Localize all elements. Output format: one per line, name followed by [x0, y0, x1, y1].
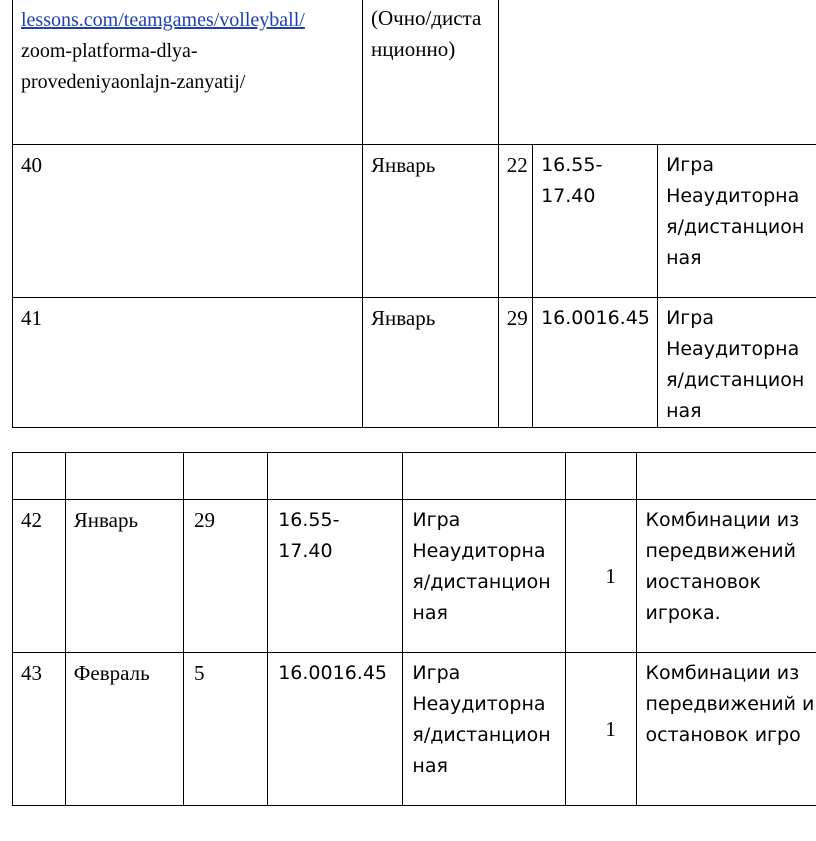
format-header-line: (Очно/диста [371, 6, 482, 30]
schedule-table-top [12, 0, 816, 428]
lesson-number: 42 [13, 500, 66, 653]
empty-cell [403, 453, 565, 500]
lesson-month: Январь [65, 500, 183, 653]
lesson-day: 22 [498, 145, 532, 298]
table-row [13, 653, 816, 806]
lesson-month: Февраль [65, 653, 183, 806]
table-row [13, 500, 816, 653]
empty-cell [636, 453, 816, 500]
lesson-number: 43 [13, 653, 66, 806]
resource-link-continuation: provedeniyaonlajn-zanyatij/ [21, 71, 246, 93]
lesson-number: 40 [13, 145, 363, 298]
lesson-type: Игра Неаудиторна я/дистанцион ная [658, 298, 816, 428]
resource-link[interactable]: lessons.com/teamgames/volleyball/ [21, 9, 305, 31]
table-row [13, 145, 816, 298]
lesson-hours: 1 [565, 500, 636, 653]
empty-cell [65, 453, 183, 500]
lesson-type: Игра Неаудиторна я/дистанцион ная [658, 145, 816, 298]
lesson-time: 16.55- 17.40 [268, 500, 403, 653]
lesson-time: 16.55- 17.40 [533, 145, 658, 298]
table-row [13, 298, 816, 428]
format-header-cell [363, 0, 499, 145]
lesson-topic: Комбинации из передвижений и остановок игро [636, 653, 816, 806]
table-row [13, 0, 816, 145]
empty-cell [565, 453, 636, 500]
empty-cell [268, 453, 403, 500]
lesson-day: 29 [184, 500, 268, 653]
empty-cell [184, 453, 268, 500]
lesson-month: Январь [363, 145, 499, 298]
resource-link-cell [13, 0, 363, 145]
empty-cell [13, 453, 66, 500]
schedule-table-bottom [12, 452, 816, 806]
lesson-day: 29 [498, 298, 532, 428]
resource-link-continuation: zoom-platforma-dlya- [21, 40, 198, 62]
lesson-type: Игра Неаудиторна я/дистанцион ная [403, 653, 565, 806]
lesson-time: 16.0016.45 [533, 298, 658, 428]
format-header-line: нционно) [371, 37, 456, 61]
lesson-month: Январь [363, 298, 499, 428]
lesson-hours: 1 [565, 653, 636, 806]
lesson-type: Игра Неаудиторна я/дистанцион ная [403, 500, 565, 653]
lesson-number: 41 [13, 298, 363, 428]
lesson-topic: Комбинации из передвижений иостановок игрока. [636, 500, 816, 653]
table-row [13, 453, 816, 500]
lesson-day: 5 [184, 653, 268, 806]
lesson-time: 16.0016.45 [268, 653, 403, 806]
empty-header-cell [498, 0, 816, 145]
